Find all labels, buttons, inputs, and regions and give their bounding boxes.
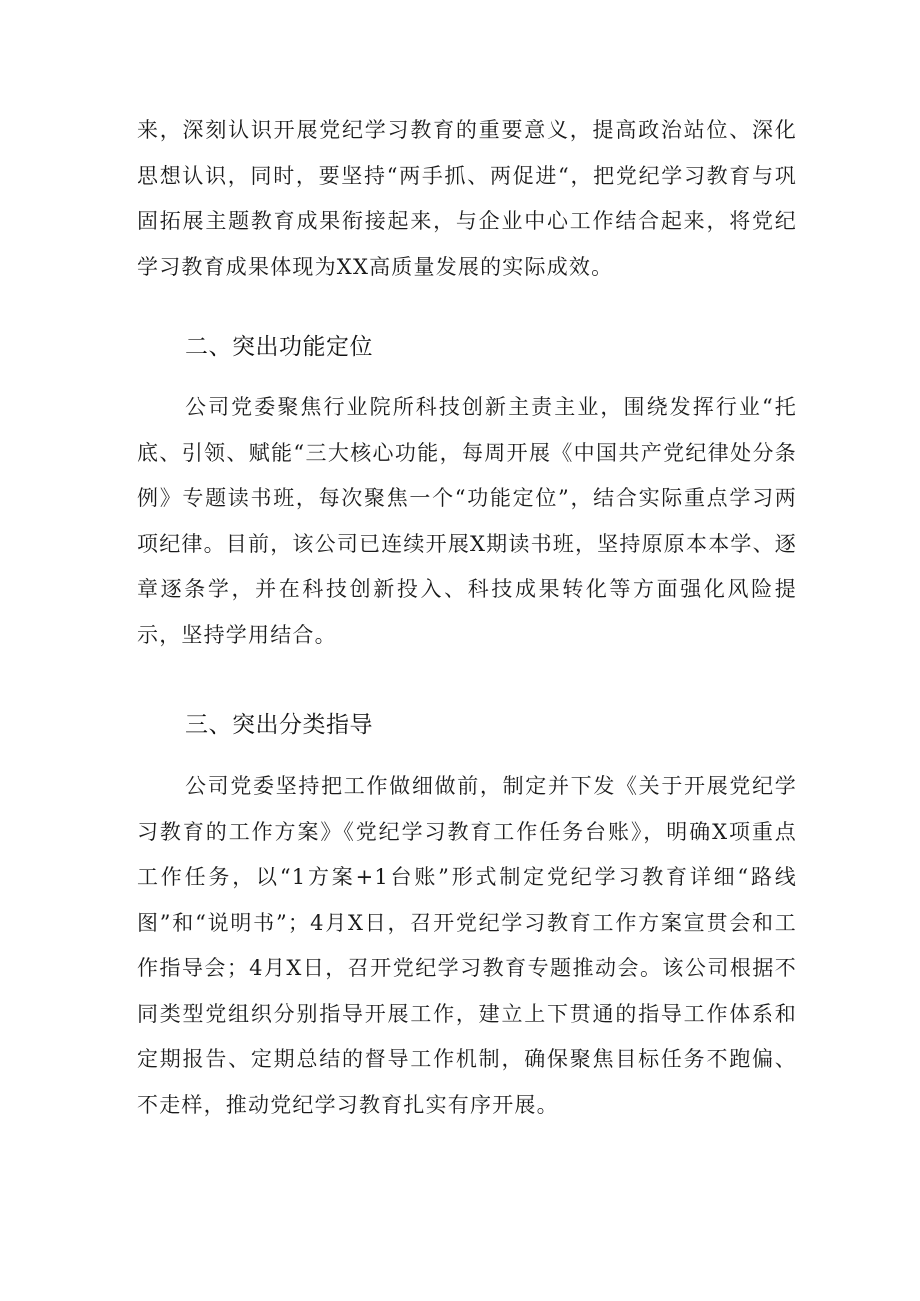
section-body-classified-guidance: 公司党委坚持把工作做细做前，制定并下发《关于开展党纪学习教育的工作方案》《党纪学习教育工作任务台账》，明确X项重点工作任务，以“1方案+1台账”形式制定党纪学习教育详细“路线图”和“说明书”；4月X日，召开党纪学习教育工作方案宣贯会和工作指导会；4月X日，召开党纪学习教育专题推动会。该公司根据不同类型党组织分别指导开展工作，建立上下贯通的指导工作体系和定期报告、定期总结的督导工作机制，确保聚焦目标任务不跑偏、不走样，推动党纪学习教育扎实有序开展。 — [137, 774, 797, 1117]
section-heading-function-positioning: 二、突出功能定位 — [185, 334, 373, 360]
section-heading-classified-guidance: 三、突出分类指导 — [185, 712, 373, 738]
section-body-function-positioning: 公司党委聚焦行业院所科技创新主责主业，围绕发挥行业“托底、引领、赋能“三大核心功能，每周开展《中国共产党纪律处分条例》专题读书班，每次聚焦一个“功能定位”，结合实际重点学习两项纪律。目前，该公司已连续开展X期读书班，坚持原原本本学、逐章逐条学，并在科技创新投入、科技成果转化等方面强化风险提示，坚持学用结合。 — [137, 395, 797, 647]
intro-paragraph: 来，深刻认识开展党纪学习教育的重要意义，提高政治站位、深化思想认识，同时，要坚持“两手抓、两促进“，把党纪学习教育与巩固拓展主题教育成果衔接起来，与企业中心工作结合起来，将党纪学习教育成果体现为XX高质量发展的实际成效。 — [137, 118, 797, 279]
